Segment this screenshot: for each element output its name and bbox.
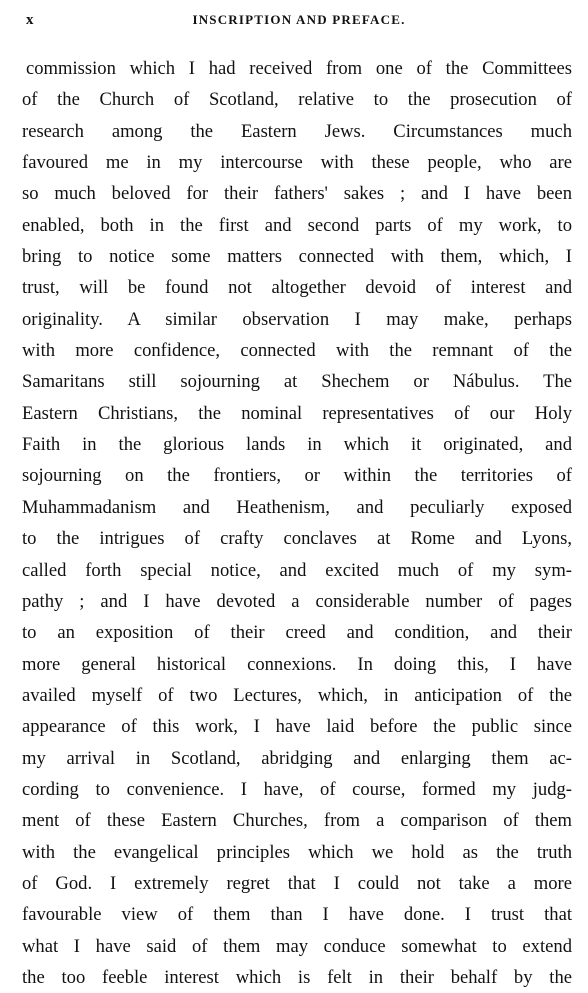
text-line: research among the Eastern Jews. Circumstances much <box>22 120 572 142</box>
text-line: Samaritans still sojourning at Shechem or Nábulus. The <box>22 371 572 393</box>
text-line: favoured me in my intercourse with these people, who are <box>22 152 572 174</box>
text-line: originality. A similar observation I may make, perhaps <box>22 308 572 330</box>
text-line: to the intrigues of crafty conclaves at Rome and Lyons, <box>22 528 572 550</box>
text-line: enabled, both in the first and second parts of my work, to <box>22 214 572 236</box>
text-line: the too feeble interest which is felt in their behalf by the <box>22 966 572 988</box>
page-number: x <box>26 12 35 28</box>
text-line: my arrival in Scotland, abridging and enlarging them ac- <box>22 747 572 769</box>
body-text <box>22 53 572 993</box>
running-head-title: INSCRIPTION AND PREFACE. <box>192 12 406 27</box>
text-line: commission which I had received from one of the Committees <box>26 58 572 79</box>
text-line: cording to convenience. I have, of course, formed my judg- <box>22 778 572 800</box>
text-line: of the Church of Scotland, relative to the prosecution of <box>22 89 572 111</box>
text-line: Muhammadanism and Heathenism, and peculiarly exposed <box>22 496 572 518</box>
text-line: trust, will be found not altogether devoid of interest and <box>22 277 572 299</box>
text-line: with the evangelical principles which we hold as the truth <box>22 841 572 863</box>
text-line: called forth special notice, and excited much of my sym- <box>22 559 572 581</box>
text-line: Faith in the glorious lands in which it originated, and <box>22 434 572 456</box>
running-head <box>26 8 572 32</box>
text-line: more general historical connexions. In doing this, I have <box>22 653 572 675</box>
text-line: so much beloved for their fathers' sakes ; and I have been <box>22 183 572 205</box>
text-line: availed myself of two Lectures, which, in anticipation of the <box>22 684 572 706</box>
text-line: with more confidence, connected with the remnant of the <box>22 340 572 362</box>
text-line: what I have said of them may conduce somewhat to extend <box>22 935 572 957</box>
text-line: pathy ; and I have devoted a considerable number of pages <box>22 590 572 612</box>
text-line: Eastern Christians, the nominal representatives of our Holy <box>22 402 572 424</box>
text-line: appearance of this work, I have laid before the public since <box>22 716 572 738</box>
text-line: favourable view of them than I have done. I trust that <box>22 904 572 926</box>
text-line: bring to notice some matters connected with them, which, I <box>22 246 572 268</box>
text-line: sojourning on the frontiers, or within the territories of <box>22 465 572 487</box>
text-line: of God. I extremely regret that I could not take a more <box>22 872 572 894</box>
text-line: ment of these Eastern Churches, from a comparison of them <box>22 810 572 832</box>
text-line: to an exposition of their creed and condition, and their <box>22 622 572 644</box>
